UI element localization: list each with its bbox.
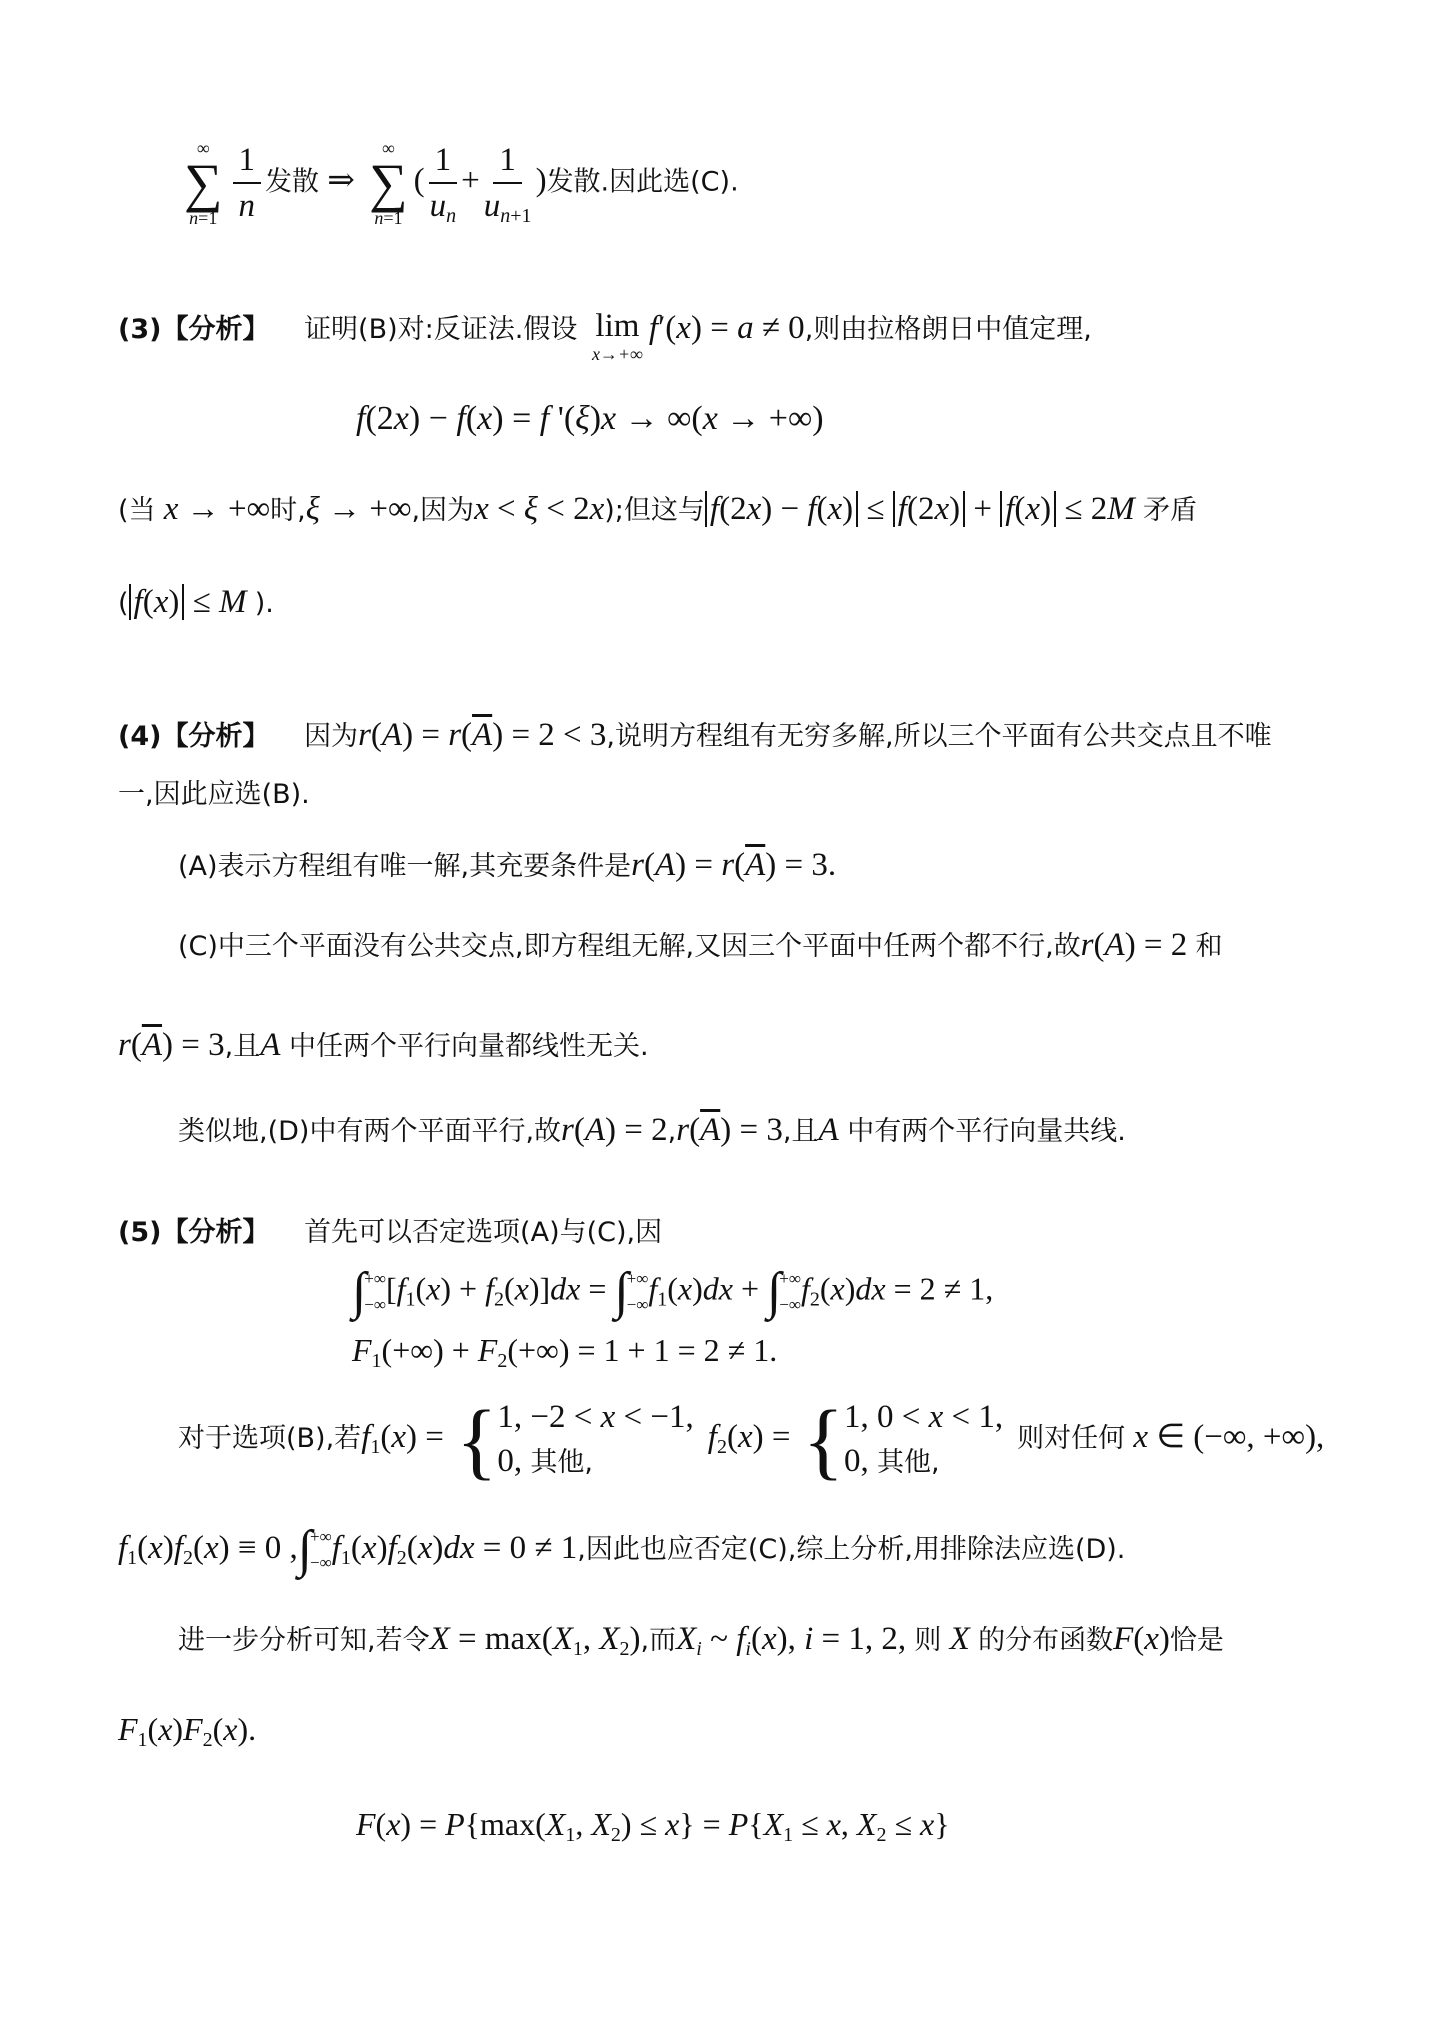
text: );但这与 (604, 495, 705, 526)
paragraph-3-line-2: (当 x → +∞时,ξ → +∞,因为x < ξ < 2x);但这与 f(2x) − f(x) ≤ f(2x) + f(x) ≤ 2M 矛盾 (118, 491, 1197, 527)
sum-symbol: ∞ ∑ n=1 (184, 138, 223, 228)
text: 首先可以否定选项(A)与(C),因 (304, 1217, 663, 1248)
text: 其他, (877, 1446, 940, 1478)
text: 类似地,(D)中有两个平面平行,故 (178, 1116, 562, 1147)
text-diverge-2: 发散.因此选(C). (546, 166, 739, 198)
text: ,说明方程组有无穷多解,所以三个平面有公共交点且不唯 (606, 721, 1272, 752)
text: ,因为 (411, 495, 475, 526)
text: 证明(B)对:反证法.假设 (304, 314, 578, 345)
paragraph-5-line-3: 对于选项(B),若$f_1(x)$ = { 1, −2 < x < −1, 0, 其他, $f_2(x)$ = { 1, 0 < x < 1, 0, 其他, 则对任何 x ∈ (−∞, +∞), (178, 1391, 1325, 1488)
integral-equation: ∫ +∞ −∞ $[f_1(x) + f_2(x)]dx$ = ∫ +∞ −∞ $f_1(x)dx$ + ∫ +∞ −∞ $f_2(x)dx = 2 \ne 1$, (352, 1263, 994, 1320)
paragraph-3-line-1: (3)【分析】 证明(B)对:反证法.假设 lim x→+∞ f′(x) = a ≠ 0,则由拉格朗日中值定理, (118, 308, 1092, 364)
piecewise-function: { 1, 0 < x < 1, 0, 其他, (802, 1391, 1004, 1488)
text: 对于选项(B),若 (178, 1423, 362, 1454)
fraction: $\frac{1}{u_n}$ (429, 138, 458, 228)
section-label: (4)【分析】 (118, 721, 270, 752)
text: 中任两个平行向量都线性无关. (288, 1031, 649, 1062)
text: 恰是 (1169, 1625, 1224, 1656)
paragraph-5-line-4: $f_1(x)f_2(x) \equiv 0$ , ∫ +∞ −∞ $f_1(x)f_2(x)dx = 0 \ne 1$,因此也应否定(C),综上分析,用排除法应选(D). (118, 1521, 1126, 1579)
section-label: (5)【分析】 (118, 1217, 270, 1248)
paragraph-5-line-1 (118, 1213, 662, 1253)
text: (C)中三个平面没有公共交点,即方程组无解,又因三个平面中任两个都不行,故 (178, 931, 1081, 962)
text: 中有两个平行向量共线. (847, 1116, 1126, 1147)
text: ,且 (224, 1031, 261, 1062)
text: 其他, (530, 1446, 593, 1478)
text: 和 (1195, 931, 1223, 962)
sum-symbol: ∞ ∑ n=1 (369, 138, 408, 228)
text: ). (254, 588, 274, 619)
text: 时, (270, 495, 306, 526)
text: 矛盾 (1142, 495, 1197, 526)
paragraph-4-line-2 (118, 775, 310, 815)
piecewise-function: { 1, −2 < x < −1, 0, 其他, (456, 1391, 694, 1488)
paragraph-4-line-6: 类似地,(D)中有两个平面平行,故$r(A) = 2,r(\overline{A}) = 3$,且A 中有两个平行向量共线. (178, 1112, 1126, 1148)
cdf-equation: $F_1(+\infty) + F_2(+\infty) = 1 + 1 = 2 \ne 1$. (352, 1332, 778, 1372)
text: (当 (118, 495, 156, 526)
text: 一,因此应选(B). (118, 779, 310, 810)
text: ,则由拉格朗日中值定理, (804, 314, 1092, 345)
equation: f(2x) − f(x) = f '(ξ)x → ∞(x → +∞) (356, 400, 824, 437)
paragraph-4-line-5: $r(\overline{A}) = 3$,且A 中任两个平行向量都线性无关. (118, 1027, 649, 1063)
final-equation: $F(x) = P\{\max(X_1$, $X_2) \le x\} = P\{X_1 \le x$, $X_2 \le x$} (356, 1806, 950, 1846)
fraction: $\frac{1}{n}$ (233, 138, 262, 228)
text: 因为 (304, 721, 359, 752)
paragraph-4-line-4: (C)中三个平面没有公共交点,即方程组无解,又因三个平面中任两个都不行,故r(A) = 2 和 (178, 927, 1223, 963)
text: ,而 (640, 1625, 677, 1656)
fraction: $\frac{1}{u_{n+1}}$ (484, 138, 532, 228)
series-line: ∞ ∑ n=1 $\frac{1}{n}$ 发散 ⇒ ∞ ∑ n=1 ( $\frac{1}{u_n}$ + $\frac{1}{u_{n+1}}$ )发散.因此选(C). (184, 138, 739, 228)
text: 则 (914, 1625, 942, 1656)
text: 则对任何 (1017, 1423, 1126, 1454)
paragraph-5-line-5: 进一步分析可知,若令$X = \max(X_1$, $X_2$),而$X_i$ ~ $f_i(x)$, i = 1, 2, 则 X 的分布函数F(x)恰是 (178, 1621, 1224, 1660)
text: ,且 (782, 1116, 819, 1147)
text-diverge-1: 发散 (265, 166, 319, 198)
paragraph-4-line-3: (A)表示方程组有唯一解,其充要条件是$r(A) = r(\overline{A}) = 3$. (178, 847, 837, 883)
text: 进一步分析可知,若令 (178, 1625, 430, 1656)
paragraph-3-line-3: ( f(x) ≤ M ). (118, 584, 274, 620)
text: ,因此也应否定(C),综上分析,用排除法应选(D). (577, 1534, 1126, 1565)
limit-operator: lim x→+∞ (591, 308, 643, 364)
text: (A)表示方程组有唯一解,其充要条件是 (178, 851, 632, 882)
text: 的分布函数 (978, 1625, 1114, 1656)
paragraph-4-line-1: (4)【分析】 因为$r(A) = r(\overline{A}) = 2 < 3$,说明方程组有无穷多解,所以三个平面有公共交点且不唯 (118, 717, 1272, 753)
product-line: $F_1(x)F_2(x)$. (118, 1711, 257, 1751)
section-label: (3)【分析】 (118, 314, 270, 345)
